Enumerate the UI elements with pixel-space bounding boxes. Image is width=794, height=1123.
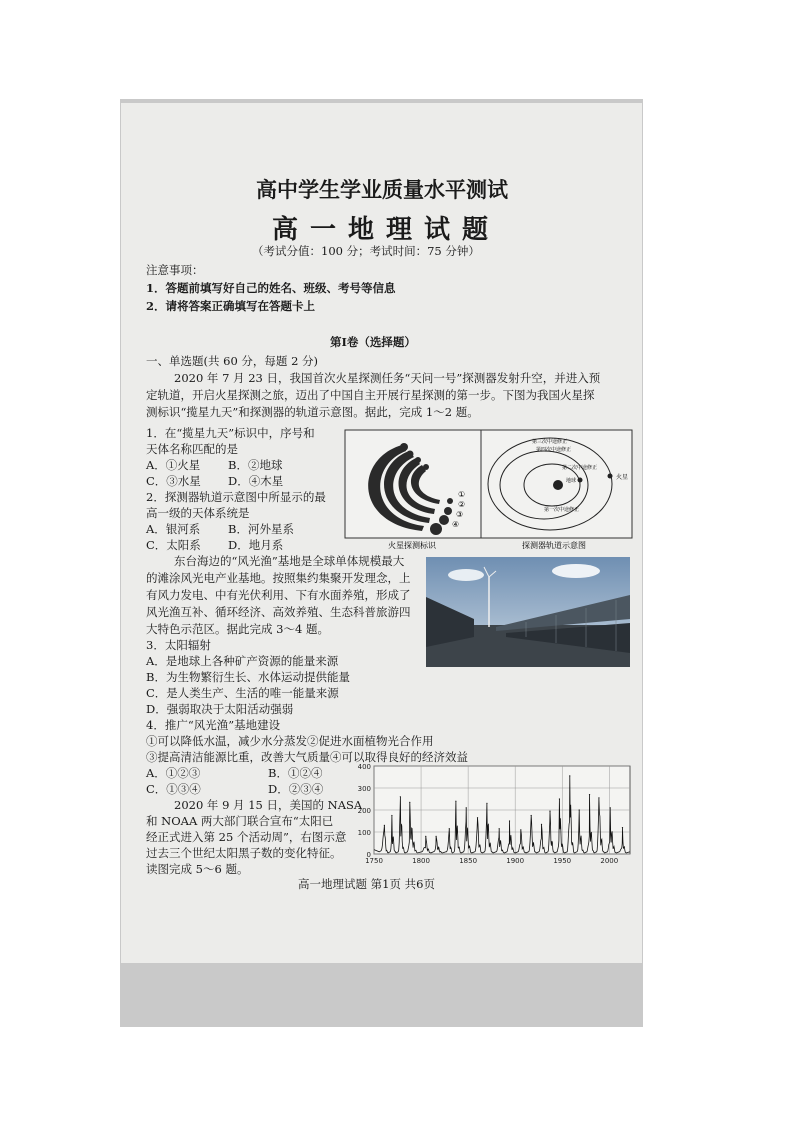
- earth-marker-icon: [578, 478, 583, 483]
- sunspot-chart: [350, 762, 636, 870]
- sunspot-peak-point: [455, 801, 456, 802]
- passage-2-line: 的滩涂风光电产业基地。按照集约集聚开发理念，上: [146, 571, 411, 585]
- q2-option-b: B．河外星系: [228, 522, 294, 536]
- x-tick-label: 1900: [506, 857, 525, 865]
- page-footer: 高一地理试题 第1页 共6页: [298, 877, 435, 891]
- figure-caption: 探测器轨道示意图: [522, 541, 586, 550]
- section-heading: 一、单选题(共 60 分，每题 2 分): [146, 354, 319, 368]
- q1-option-d: D．④木星: [228, 474, 284, 488]
- q4-option-b: B．①②④: [268, 766, 323, 780]
- figure-caption: 火星探测标识: [388, 541, 436, 550]
- sunspot-peak-point: [569, 775, 570, 776]
- sunspot-peak-point: [531, 815, 532, 816]
- passage-3-line: 过去三个世纪太阳黑子数的变化特征。: [146, 846, 342, 860]
- mars-marker-icon: [608, 474, 613, 479]
- x-tick-label: 1750: [365, 857, 383, 865]
- question-1-stem: 天体名称匹配的是: [146, 442, 238, 456]
- q3-option: A．是地球上各种矿产资源的能量来源: [146, 654, 339, 668]
- sunspot-peak-point: [520, 829, 521, 830]
- mars-mission-figure: [344, 429, 634, 551]
- passage-2-line: 风光渔互补、循环经济、高效养殖、生态科普旅游四: [146, 605, 411, 619]
- sunspot-peak-point: [425, 836, 426, 837]
- passage-1-line: 定轨道，开启火星探测之旅，迈出了中国自主开展行星探测的第一步。下图为我国火星探: [146, 388, 595, 402]
- orbit-label: 第三次中途修正: [532, 439, 568, 445]
- q2-option-a: A．银河系: [146, 522, 201, 536]
- orbit-label: 火星: [616, 474, 629, 481]
- passage-2-line: 大特色示范区。据此完成 3～4 题。: [146, 622, 329, 636]
- q3-option: D．强弱取决于太阳活动强弱: [146, 702, 294, 716]
- y-tick-label: 200: [357, 807, 371, 815]
- passage-3-line: 2020 年 9 月 15 日，美国的 NASA: [174, 798, 363, 812]
- q4-option-a: A．①②③: [146, 766, 201, 780]
- sunspot-peak-point: [509, 820, 510, 821]
- note-item: 2．请将答案正确填写在答题卡上: [146, 299, 315, 313]
- sunspot-peak-point: [499, 828, 500, 829]
- q2-option-c: C．太阳系: [146, 538, 201, 552]
- q1-option-b: B．②地球: [228, 458, 283, 472]
- volume-title: 第Ⅰ卷（选择题）: [330, 335, 416, 349]
- sunspot-peak-point: [466, 807, 467, 808]
- q4-option-d: D．②③④: [268, 782, 324, 796]
- x-tick-label: 1800: [412, 857, 430, 865]
- x-tick-label: 1850: [459, 857, 478, 865]
- sunspot-peak-point: [400, 796, 401, 797]
- question-4-stem: 4．推广“风光渔”基地建设: [146, 718, 281, 732]
- question-3-stem: 3．太阳辐射: [146, 638, 211, 652]
- q3-option: B．为生物繁衍生长、水体运动提供能量: [146, 670, 350, 684]
- passage-3-line: 经正式进入第 25 个活动周”，右图示意: [146, 830, 347, 844]
- q4-statement: ①可以降低水温，减少水分蒸发②促进水面植物光合作用: [146, 734, 434, 748]
- sun-icon: [553, 480, 563, 490]
- sunspot-peak-point: [384, 825, 385, 826]
- q1-option-c: C．③水星: [146, 474, 201, 488]
- passage-1-line: 2020 年 7 月 23 日，我国首次火星探测任务“天问一号”探测器发射升空，并进入预: [174, 371, 601, 385]
- passage-1-line: 测标识“揽星九天”和探测器的轨道示意图。据此，完成 1～2 题。: [146, 405, 479, 419]
- sunspot-peak-point: [610, 807, 611, 808]
- y-tick-label: 0: [366, 851, 371, 859]
- logo-marker: ①: [458, 490, 466, 499]
- x-tick-label: 2000: [600, 857, 619, 865]
- y-tick-label: 100: [357, 829, 371, 837]
- solar-farm-photo: [426, 557, 630, 667]
- notes-heading: 注意事项：: [146, 263, 204, 277]
- passage-3-line: 和 NOAA 两大部门联合宣布“太阳已: [146, 814, 334, 828]
- sunspot-peak-point: [622, 827, 623, 828]
- q3-option: C．是人类生产、生活的唯一能量来源: [146, 686, 339, 700]
- q1-option-a: A．①火星: [146, 458, 201, 472]
- logo-marker: ③: [456, 510, 464, 519]
- orbit-label: 地球: [566, 478, 577, 484]
- sunspot-peak-point: [449, 828, 450, 829]
- sunspot-peak-point: [598, 797, 599, 798]
- logo-marker: ②: [458, 500, 466, 509]
- passage-2-line: 东台海边的“风光渔”基地是全球单体规模最大: [174, 554, 405, 568]
- logo-marker: ④: [452, 520, 460, 529]
- orbit-label: 第一次中途修正: [544, 507, 580, 513]
- orbit-label: 第二次中途修正: [562, 465, 598, 471]
- sunspot-peak-point: [579, 809, 580, 810]
- sunspot-peak-point: [589, 794, 590, 795]
- sunspot-peak-point: [549, 811, 550, 812]
- q4-option-c: C．①③④: [146, 782, 201, 796]
- sunspot-peak-point: [409, 802, 410, 803]
- note-item: 1．答题前填写好自己的姓名、班级、考号等信息: [146, 281, 396, 295]
- exam-info: （考试分值：100 分；考试时间：75 分钟）: [252, 244, 480, 258]
- subject-title: 高一地理试题: [272, 215, 501, 245]
- exam-title: 高中学生学业质量水平测试: [256, 177, 508, 202]
- q4-statement: ③提高清洁能源比重，改善大气质量④可以取得良好的经济效益: [146, 750, 468, 764]
- q2-option-d: D．地月系: [228, 538, 284, 552]
- y-tick-label: 400: [357, 763, 371, 771]
- sunspot-peak-point: [391, 815, 392, 816]
- sunspot-peak-point: [477, 817, 478, 818]
- sunspot-peak-point: [486, 803, 487, 804]
- orbit-label: 第四次中途修正: [536, 447, 572, 453]
- sunspot-peak-point: [436, 836, 437, 837]
- sunspot-peak-point: [541, 824, 542, 825]
- question-2-stem: 高一级的天体系统是: [146, 506, 250, 520]
- passage-2-line: 有风力发电、中有光伏利用、下有水面养殖，形成了: [146, 588, 411, 602]
- passage-3-line: 读图完成 5～6 题。: [146, 862, 249, 876]
- y-tick-label: 300: [357, 785, 371, 793]
- sunspot-peak-point: [559, 798, 560, 799]
- x-tick-label: 1950: [553, 857, 572, 865]
- question-2-stem: 2．探测器轨道示意图中所显示的最: [146, 490, 326, 504]
- question-1-stem: 1．在“揽星九天”标识中，序号和: [146, 426, 315, 440]
